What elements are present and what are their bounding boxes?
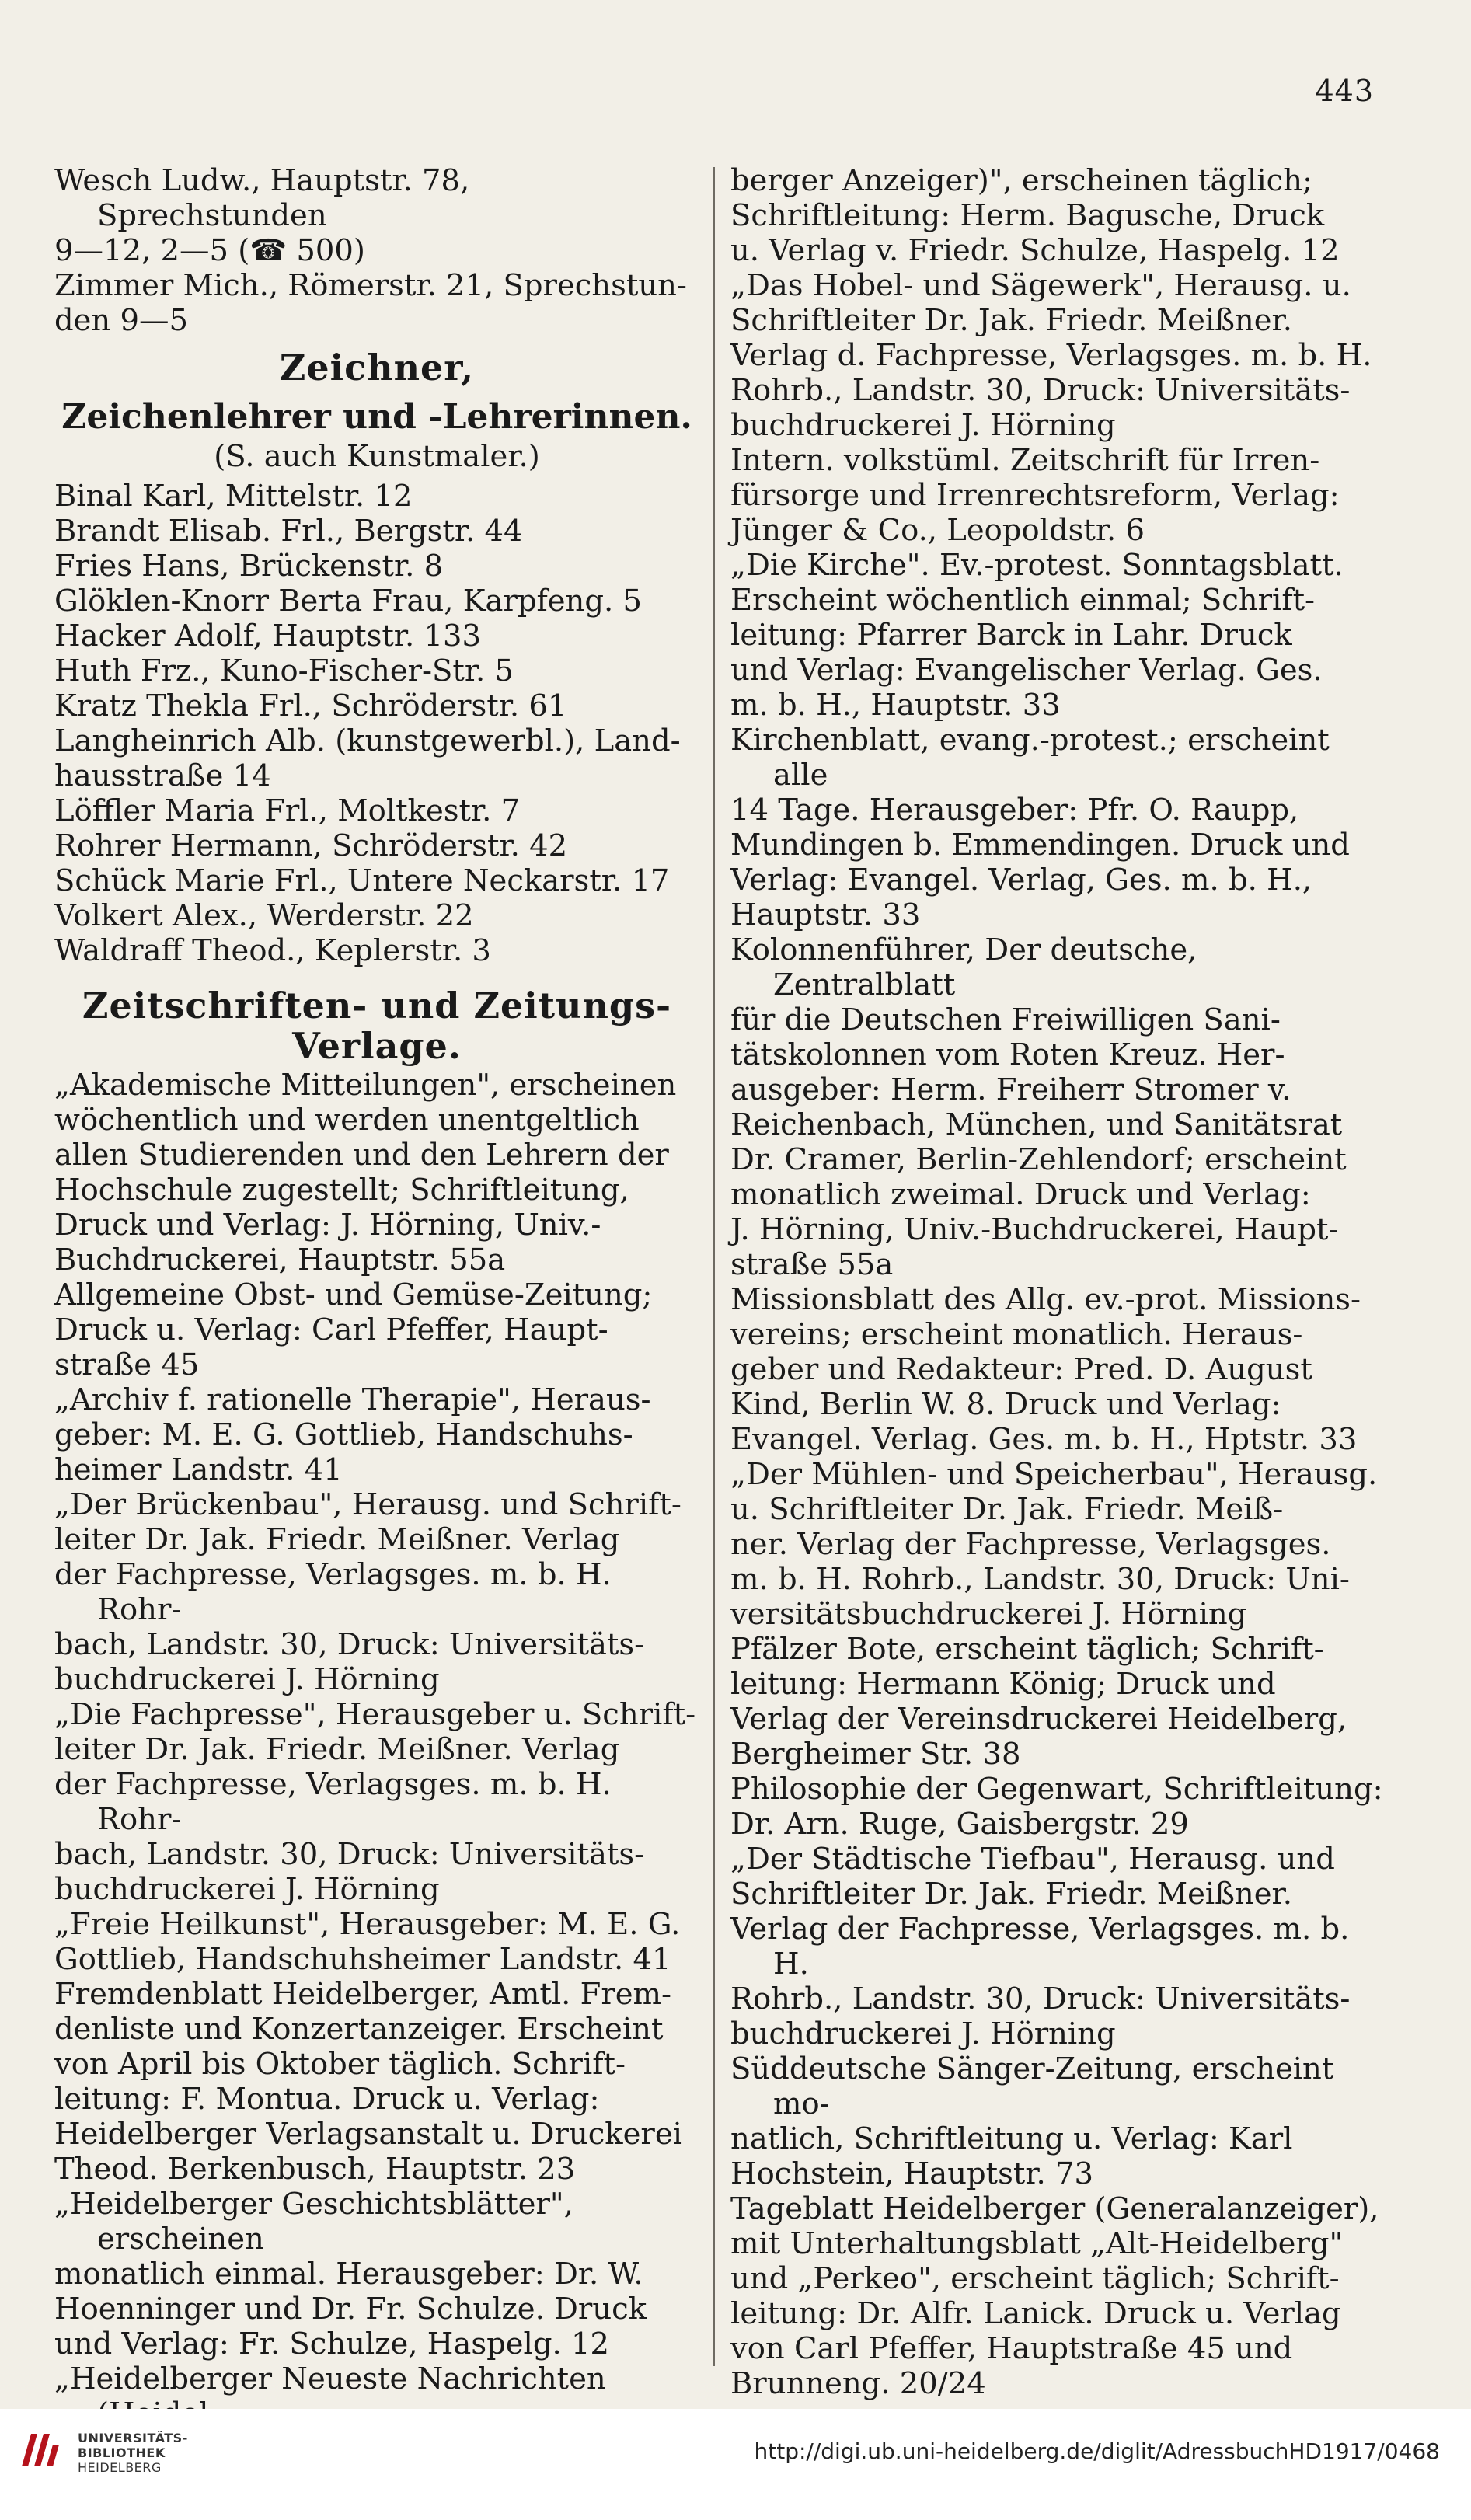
directory-entry <box>730 2191 1383 2401</box>
directory-entry <box>730 163 1383 268</box>
entry-line: Tageblatt Heidelberger (Generalanzeiger), <box>730 2191 1379 2226</box>
entry-line: Allgemeine Obst- und Gemüse-Zeitung; <box>54 1277 653 1312</box>
directory-entry <box>54 1697 699 1907</box>
entry-line: Missionsblatt des Allg. ev.-prot. Missions- <box>730 1282 1361 1317</box>
entry-line: Süddeutsche Sänger-Zeitung, erscheint mo- <box>730 2051 1334 2121</box>
entry-line: Kind, Berlin W. 8. Druck und Verlag: <box>730 1387 1281 1422</box>
entry-line: leitung: Hermann König; Druck und <box>730 1667 1276 1702</box>
column-divider <box>713 167 715 2366</box>
directory-entry <box>54 793 699 828</box>
entry-line: leitung: F. Montua. Druck u. Verlag: <box>54 2082 600 2117</box>
directory-entry <box>730 932 1383 1282</box>
entry-line: geber und Redakteur: Pred. D. August <box>730 1352 1312 1387</box>
entry-line: Hauptstr. 33 <box>730 898 921 932</box>
entry-line: Brandt Elisab. Frl., Bergstr. 44 <box>54 514 523 549</box>
directory-entry <box>54 933 699 968</box>
entry-line: Wesch Ludw., Hauptstr. 78, Sprechstunden <box>54 163 470 233</box>
entry-line: Huth Frz., Kuno-Fischer-Str. 5 <box>54 654 514 688</box>
section-subheading: (S. auch Kunstmaler.) <box>214 439 540 474</box>
entry-line: 9—12, 2—5 (☎ 500) <box>54 233 365 268</box>
entry-line: leiter Dr. Jak. Friedr. Meißner. Verlag <box>54 1522 620 1557</box>
entry-line: Hoenninger und Dr. Fr. Schulze. Druck <box>54 2292 647 2327</box>
entry-line: Druck und Verlag: J. Hörning, Univ.- <box>54 1208 601 1243</box>
directory-entry <box>730 268 1383 443</box>
entry-line: natlich, Schriftleitung u. Verlag: Karl <box>730 2121 1293 2156</box>
directory-entry <box>54 723 699 793</box>
entry-line: Druck u. Verlag: Carl Pfeffer, Haupt- <box>54 1312 608 1347</box>
entry-line: berger Anzeiger)", erscheinen täglich; <box>730 163 1312 198</box>
entry-line: Verlag der Vereinsdruckerei Heidelberg, <box>730 1702 1347 1737</box>
page-number: 443 <box>1315 74 1374 108</box>
entry-line: buchdruckerei J. Hörning <box>54 1872 440 1907</box>
entry-line: Kolonnenführer, Der deutsche, Zentralblatt <box>730 932 1197 1002</box>
left-column <box>54 163 699 2431</box>
entry-line: Verlag d. Fachpresse, Verlagsges. m. b. H. <box>730 338 1372 373</box>
entry-line: Zimmer Mich., Römerstr. 21, Sprechstun- <box>54 268 687 303</box>
entry-line: leitung: Pfarrer Barck in Lahr. Druck <box>730 618 1292 653</box>
entry-line: und Verlag: Evangelischer Verlag. Ges. <box>730 653 1323 688</box>
entry-line: u. Schriftleiter Dr. Jak. Friedr. Meiß- <box>730 1492 1284 1527</box>
section-heading-zeichner: Zeichner, <box>279 347 475 389</box>
entry-line: straße 45 <box>54 1347 200 1382</box>
source-url-link[interactable]: http://digi.ub.uni-heidelberg.de/diglit/AdressbuchHD1917/0468 <box>754 2438 1440 2464</box>
entry-line: „Heidelberger Neueste Nachrichten <box>54 2361 606 2396</box>
entry-line: m. b. H. Rohrb., Landstr. 30, Druck: Uni- <box>730 1562 1350 1597</box>
library-name-line2: BIBLIOTHEK <box>78 2445 166 2460</box>
entry-line: Bergheimer Str. 38 <box>730 1737 1021 1772</box>
entry-line: buchdruckerei J. Hörning <box>730 2016 1116 2051</box>
entry-line: Waldraff Theod., Keplerstr. 3 <box>54 933 491 968</box>
entry-line: Volkert Alex., Werderstr. 22 <box>54 898 474 933</box>
entry-line: leitung: Dr. Alfr. Lanick. Druck u. Verlag <box>730 2296 1341 2331</box>
entry-line: allen Studierenden und den Lehrern der <box>54 1138 669 1173</box>
entry-line: „Das Hobel- und Sägewerk", Herausg. u. <box>730 268 1351 303</box>
entry-line: Rohrb., Landstr. 30, Druck: Universitäts- <box>730 373 1351 408</box>
entry-line: wöchentlich und werden unentgeltlich <box>54 1103 640 1138</box>
entry-line: Fremdenblatt Heidelberger, Amtl. Frem- <box>54 1977 672 2012</box>
entry-line: den 9—5 <box>54 303 188 338</box>
directory-entry <box>54 863 699 898</box>
entry-line: fürsorge und Irrenrechtsreform, Verlag: <box>730 478 1340 513</box>
entry-line: Jünger & Co., Leopoldstr. 6 <box>730 513 1145 548</box>
directory-entry <box>54 898 699 933</box>
directory-entry <box>730 723 1383 932</box>
entry-line: Dr. Arn. Ruge, Gaisbergstr. 29 <box>730 1807 1189 1842</box>
section-heading-zeichenlehrer: Zeichenlehrer und -Lehrerinnen. <box>61 397 692 437</box>
entry-line: ausgeber: Herm. Freiherr Stromer v. <box>730 1072 1291 1107</box>
entry-line: Rohrer Hermann, Schröderstr. 42 <box>54 828 568 863</box>
entry-line: von April bis Oktober täglich. Schrift- <box>54 2047 626 2082</box>
entry-line: Verlag: Evangel. Verlag, Ges. m. b. H., <box>730 863 1312 898</box>
library-name-line1: UNIVERSITÄTS- <box>78 2431 188 2445</box>
entry-line: Schück Marie Frl., Untere Neckarstr. 17 <box>54 863 670 898</box>
university-library-logo-icon <box>16 2426 64 2474</box>
entry-line: hausstraße 14 <box>54 758 271 793</box>
directory-entry <box>54 1977 699 2187</box>
entry-line: der Fachpresse, Verlagsges. m. b. H. Rohr- <box>54 1557 612 1627</box>
directory-entry <box>730 2051 1383 2191</box>
zeichner-entries <box>54 479 699 968</box>
directory-entry <box>54 688 699 723</box>
entry-line: m. b. H., Hauptstr. 33 <box>730 688 1061 723</box>
entry-line: denliste und Konzertanzeiger. Erscheint <box>54 2012 664 2047</box>
entry-line: „Der Brückenbau", Herausg. und Schrift- <box>54 1487 681 1522</box>
entry-line: Glöklen-Knorr Berta Frau, Karpfeng. 5 <box>54 584 642 619</box>
entry-line: Gottlieb, Handschuhsheimer Landstr. 41 <box>54 1942 671 1977</box>
directory-entry <box>54 828 699 863</box>
directory-entry <box>54 584 699 619</box>
entry-line: „Freie Heilkunst", Herausgeber: M. E. G. <box>54 1907 681 1942</box>
entry-line: „Der Städtische Tiefbau", Herausg. und <box>730 1842 1335 1877</box>
entry-line: Brunneng. 20/24 <box>730 2366 986 2401</box>
entry-line: bach, Landstr. 30, Druck: Universitäts- <box>54 1837 645 1872</box>
zeitschriften-entries <box>54 1068 699 2431</box>
library-name <box>78 2431 188 2475</box>
entry-line: von Carl Pfeffer, Hauptstraße 45 und <box>730 2331 1293 2366</box>
directory-entry <box>730 1842 1383 2051</box>
directory-entry <box>54 163 699 268</box>
entry-line: der Fachpresse, Verlagsges. m. b. H. Rohr- <box>54 1767 612 1837</box>
entry-line: „Der Mühlen- und Speicherbau", Herausg. <box>730 1457 1378 1492</box>
entry-line: Heidelberger Verlagsanstalt u. Druckerei <box>54 2117 682 2152</box>
footer-bar <box>0 2409 1471 2520</box>
entry-line: Langheinrich Alb. (kunstgewerbl.), Land- <box>54 723 681 758</box>
entry-line: Hacker Adolf, Hauptstr. 133 <box>54 619 481 654</box>
directory-entry <box>730 1282 1383 1457</box>
entry-line: Kratz Thekla Frl., Schröderstr. 61 <box>54 688 567 723</box>
entry-line: „Die Kirche". Ev.-protest. Sonntagsblatt. <box>730 548 1344 583</box>
entry-line: Philosophie der Gegenwart, Schriftleitung: <box>730 1772 1383 1807</box>
entry-line: Schriftleitung: Herm. Bagusche, Druck <box>730 198 1325 233</box>
directory-entry <box>54 2187 699 2361</box>
entry-line: Rohrb., Landstr. 30, Druck: Universitäts- <box>730 1981 1351 2016</box>
entry-line: Schriftleiter Dr. Jak. Friedr. Meißner. <box>730 303 1292 338</box>
entry-line: und Verlag: Fr. Schulze, Haspelg. 12 <box>54 2327 609 2361</box>
entry-line: „Heidelberger Geschichtsblätter", erscheinen <box>54 2187 573 2257</box>
entry-line: Erscheint wöchentlich einmal; Schrift- <box>730 583 1316 618</box>
entry-line: monatlich zweimal. Druck und Verlag: <box>730 1177 1311 1212</box>
directory-entry <box>730 443 1383 548</box>
entry-line: vereins; erscheint monatlich. Heraus- <box>730 1317 1303 1352</box>
entry-line: und „Perkeo", erscheint täglich; Schrift- <box>730 2261 1340 2296</box>
entry-line: Hochstein, Hauptstr. 73 <box>730 2156 1094 2191</box>
section-heading-zeitschriften: Zeitschriften- und Zeitungs-Verlage. <box>82 985 672 1067</box>
entry-line: tätskolonnen vom Roten Kreuz. Her- <box>730 1037 1285 1072</box>
entry-line: für die Deutschen Freiwilligen Sani- <box>730 1002 1281 1037</box>
directory-entry <box>730 548 1383 723</box>
entry-line: Dr. Cramer, Berlin-Zehlendorf; erscheint <box>730 1142 1347 1177</box>
right-column <box>730 163 1383 2401</box>
entry-line: monatlich einmal. Herausgeber: Dr. W. <box>54 2257 643 2292</box>
entry-line: 14 Tage. Herausgeber: Pfr. O. Raupp, <box>730 793 1299 828</box>
directory-entry <box>54 479 699 514</box>
entry-line: Buchdruckerei, Hauptstr. 55a <box>54 1243 506 1277</box>
entry-line: „Archiv f. rationelle Therapie", Heraus- <box>54 1382 651 1417</box>
directory-entry <box>54 268 699 338</box>
entry-line: Verlag der Fachpresse, Verlagsges. m. b. H. <box>730 1912 1350 1981</box>
directory-entry <box>54 1487 699 1697</box>
directory-entry <box>54 1382 699 1487</box>
entry-line: versitätsbuchdruckerei J. Hörning <box>730 1597 1247 1632</box>
entry-line: buchdruckerei J. Hörning <box>730 408 1116 443</box>
entry-line: Evangel. Verlag. Ges. m. b. H., Hptstr. 33 <box>730 1422 1358 1457</box>
entry-line: Hochschule zugestellt; Schriftleitung, <box>54 1173 629 1208</box>
directory-entry <box>730 1457 1383 1632</box>
right-entries <box>730 163 1383 2401</box>
entry-line: Intern. volkstüml. Zeitschrift für Irren- <box>730 443 1320 478</box>
entry-line: Mundingen b. Emmendingen. Druck und <box>730 828 1350 863</box>
entry-line: Binal Karl, Mittelstr. 12 <box>54 479 413 514</box>
entry-line: Reichenbach, München, und Sanitätsrat <box>730 1107 1343 1142</box>
entries-top <box>54 163 699 338</box>
entry-line: heimer Landstr. 41 <box>54 1452 343 1487</box>
directory-entry <box>730 1772 1383 1842</box>
directory-entry <box>54 1068 699 1277</box>
entry-line: straße 55a <box>730 1247 894 1282</box>
entry-line: u. Verlag v. Friedr. Schulze, Haspelg. 12 <box>730 233 1340 268</box>
entry-line: leiter Dr. Jak. Friedr. Meißner. Verlag <box>54 1732 620 1767</box>
directory-entry <box>54 1277 699 1382</box>
directory-entry <box>54 619 699 654</box>
entry-line: bach, Landstr. 30, Druck: Universitäts- <box>54 1627 645 1662</box>
entry-line: Pfälzer Bote, erscheint täglich; Schrift- <box>730 1632 1324 1667</box>
entry-line: mit Unterhaltungsblatt „Alt-Heidelberg" <box>730 2226 1344 2261</box>
entry-line: Fries Hans, Brückenstr. 8 <box>54 549 444 584</box>
directory-entry <box>730 1632 1383 1772</box>
directory-entry <box>54 514 699 549</box>
entry-line: „Die Fachpresse", Herausgeber u. Schrift- <box>54 1697 696 1732</box>
entry-line: Löffler Maria Frl., Moltkestr. 7 <box>54 793 521 828</box>
directory-entry <box>54 549 699 584</box>
library-name-line3: HEIDELBERG <box>78 2460 162 2475</box>
entry-line: Theod. Berkenbusch, Hauptstr. 23 <box>54 2152 576 2187</box>
entry-line: ner. Verlag der Fachpresse, Verlagsges. <box>730 1527 1331 1562</box>
entry-line: geber: M. E. G. Gottlieb, Handschuhs- <box>54 1417 633 1452</box>
directory-entry <box>54 1907 699 1977</box>
entry-line: J. Hörning, Univ.-Buchdruckerei, Haupt- <box>730 1212 1339 1247</box>
entry-line: „Akademische Mitteilungen", erscheinen <box>54 1068 677 1103</box>
entry-line: Kirchenblatt, evang.-protest.; erscheint alle <box>730 723 1330 793</box>
entry-line: buchdruckerei J. Hörning <box>54 1662 440 1697</box>
directory-entry <box>54 654 699 688</box>
entry-line: Schriftleiter Dr. Jak. Friedr. Meißner. <box>730 1877 1292 1912</box>
